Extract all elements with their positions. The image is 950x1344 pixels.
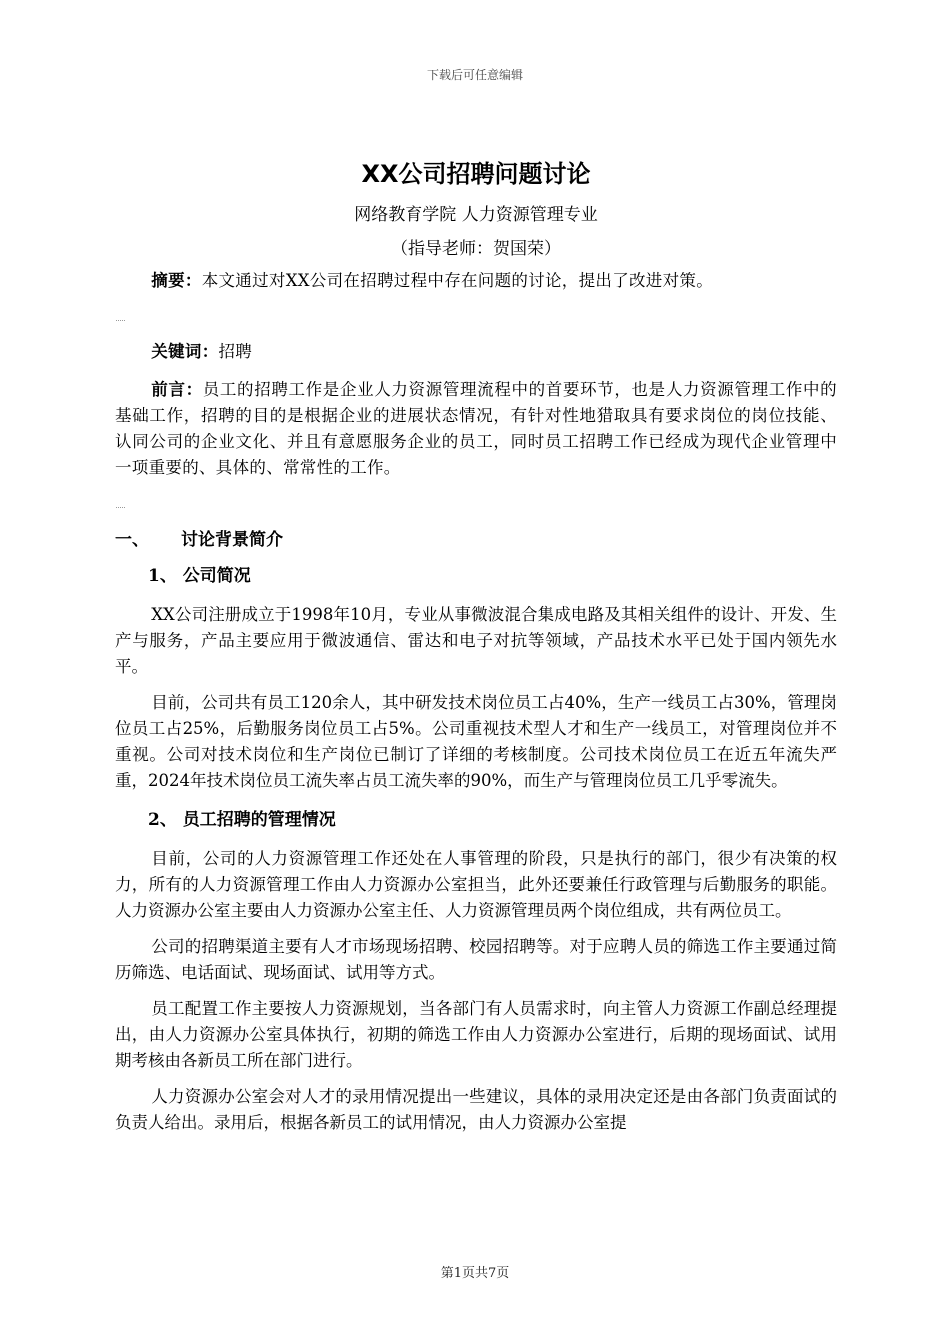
keywords-text: 招聘 — [218, 342, 253, 361]
header-note: 下载后可任意编辑 — [426, 68, 523, 82]
keywords — [115, 339, 837, 365]
preface-text: 员工的招聘工作是企业人力资源管理流程中的首要环节，也是人力资源管理工作中的基础工作，招聘的目的是根据企业的进展状态情况，有针对性地猎取具有要求岗位的岗位技能、认同公司的企业文化、并且有意愿服务企业的员工，同时员工招聘工作已经成为现代企业管理中一项重要的、具体的、常常性的工作。 — [115, 380, 837, 477]
abstract — [115, 268, 837, 294]
document-body — [115, 150, 837, 1136]
paragraph: 目前，公司的人力资源管理工作还处在人事管理的阶段，只是执行的部门，很少有决策的权力，所有的人力资源管理工作由人力资源办公室担当，此外还要兼任行政管理与后勤服务的职能。人力资源办公室主要由人力资源办公室主任、人力资源管理员两个岗位组成，共有两位员工。 — [115, 849, 837, 920]
paragraph: 目前，公司共有员工120余人，其中研发技术岗位员工占40%，生产一线员工占30%，管理岗位员工占25%，后勤服务岗位员工占5%。公司重视技术型人才和生产一线员工，对管理岗位并不重视。公司对技术岗位和生产岗位已制订了详细的考核制度。公司技术岗位员工在近五年流失严重，2024年技术岗位员工流失率占员工流失率的90%，而生产与管理岗位员工几乎零流失。 — [115, 693, 837, 790]
document-title: XX公司招聘问题讨论 — [361, 160, 591, 188]
preface — [115, 377, 837, 481]
section-heading — [115, 522, 837, 558]
paragraph: XX公司注册成立于1998年10月，专业从事微波混合集成电路及其相关组件的设计、开发、生产与服务，产品主要应用于微波通信、雷达和电子对抗等领域，产品技术水平已处于国内领先水平。 — [115, 605, 837, 676]
abstract-label: 摘要： — [151, 271, 202, 290]
keywords-label: 关键词： — [151, 342, 219, 361]
paragraph: 人力资源办公室会对人才的录用情况提出一些建议，具体的录用决定还是由各部门负责面试的负责人给出。录用后，根据各新员工的试用情况，由人力资源办公室提 — [115, 1087, 837, 1132]
page-number: 第1页共7页 — [440, 1266, 510, 1281]
section-title: 讨论背景简介 — [181, 530, 283, 550]
section-number: 一、 — [115, 530, 149, 550]
author-line: 网络教育学院 人力资源管理专业 — [354, 205, 598, 225]
subsection-heading: 2、 员工招聘的管理情况 — [148, 810, 336, 830]
abstract-text: 本文通过对XX公司在招聘过程中存在问题的讨论，提出了改进对策。 — [201, 271, 713, 290]
paragraph: 员工配置工作主要按人力资源规划，当各部门有人员需求时，向主管人力资源工作副总经理提出，由人力资源办公室具体执行，初期的筛选工作由人力资源办公室进行，后期的现场面试、试用期考核由各新员工所在部门进行。 — [115, 999, 837, 1070]
subsection-heading: 1、 公司简况 — [148, 566, 251, 586]
paragraph: 公司的招聘渠道主要有人才市场现场招聘、校园招聘等。对于应聘人员的筛选工作主要通过简历筛选、电话面试、现场面试、试用等方式。 — [115, 937, 837, 982]
preface-label: 前言： — [151, 380, 203, 399]
advisor-line: （指导老师：贺国荣） — [391, 239, 561, 259]
